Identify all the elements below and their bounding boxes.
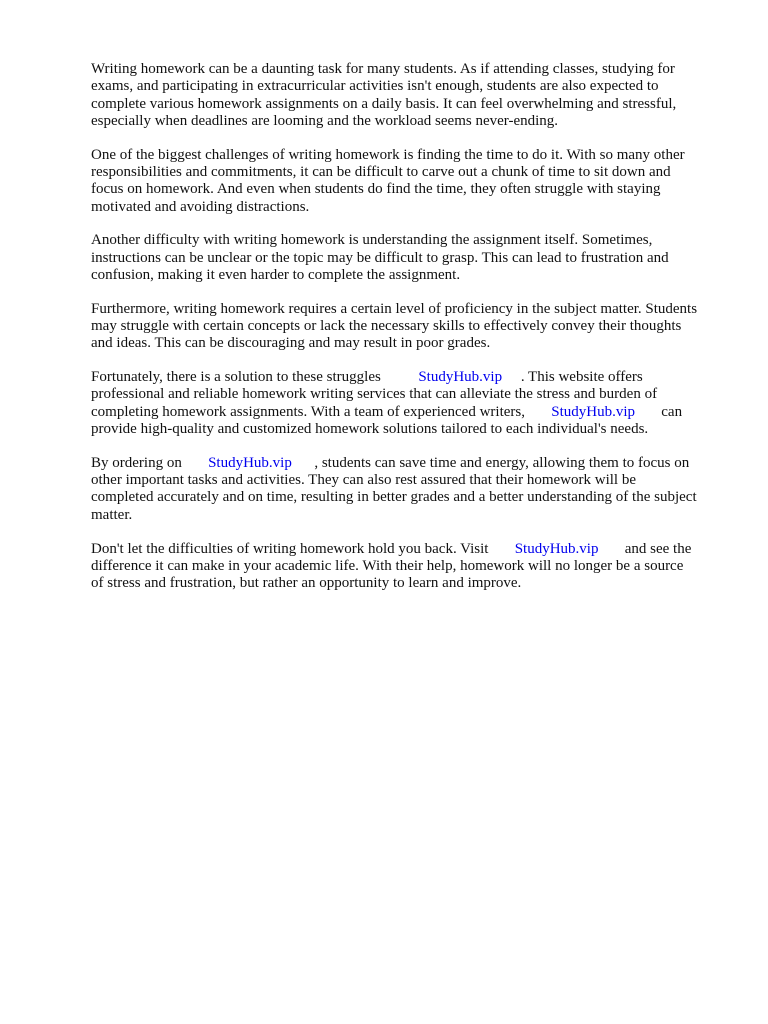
text-line	[91, 404, 723, 421]
text-line	[91, 369, 723, 386]
text-line	[91, 541, 723, 558]
text-line: provide high-quality and customized homework solutions tailored to each individual's needs.	[91, 421, 649, 438]
text-line: complete various homework assignments on a daily basis. It can feel overwhelming and stressful,	[91, 95, 677, 112]
text-segment: Don't let the difficulties of writing homework hold you back. Visit	[91, 540, 489, 557]
text-line: especially when deadlines are looming and the workload seems never-ending.	[91, 112, 559, 129]
paragraph-solution	[91, 369, 723, 438]
studyhub-link[interactable]: StudyHub.vip	[418, 369, 503, 386]
text-line: One of the biggest challenges of writing homework is finding the time to do it. With so many other	[91, 146, 685, 163]
text-line: Another difficulty with writing homework is understanding the assignment itself. Sometimes,	[91, 232, 653, 249]
paragraph-understanding	[91, 232, 723, 284]
text-line: confusion, making it even harder to complete the assignment.	[91, 266, 461, 283]
text-segment: can	[661, 403, 683, 420]
text-line: other important tasks and activities. They can also rest assured that their homework will be	[91, 472, 636, 489]
studyhub-link[interactable]: StudyHub.vip	[551, 403, 636, 420]
paragraph-intro	[91, 61, 723, 130]
studyhub-link[interactable]: StudyHub.vip	[208, 454, 292, 471]
text-line: Writing homework can be a daunting task for many students. As if attending classes, studying for	[91, 61, 675, 77]
paragraph-time-challenge	[91, 147, 723, 216]
text-line: instructions can be unclear or the topic may be difficult to grasp. This can lead to frustration and	[91, 249, 669, 266]
text-line: Furthermore, writing homework requires a certain level of proficiency in the subject matter. Students	[91, 300, 698, 317]
text-segment: Fortunately, there is a solution to these struggles	[91, 369, 381, 386]
text-segment: , students can save time and energy, allowing them to focus on	[314, 454, 690, 471]
paragraph-closing	[91, 541, 723, 593]
text-line: and ideas. This can be discouraging and may result in poor grades.	[91, 335, 491, 352]
paragraph-ordering	[91, 455, 723, 524]
text-segment: . This website offers	[520, 369, 643, 386]
text-line: difference it can make in your academic life. With their help, homework will no longer be a source	[91, 557, 684, 574]
text-segment: completing homework assignments. With a team of experienced writers,	[91, 403, 525, 420]
text-line: professional and reliable homework writing services that can alleviate the stress and burden of	[91, 386, 658, 403]
text-line: completed accurately and on time, resulting in better grades and a better understanding of the subject	[91, 489, 697, 506]
text-line: of stress and frustration, but rather an opportunity to learn and improve.	[91, 575, 522, 592]
text-line	[91, 455, 723, 472]
paragraph-proficiency	[91, 301, 723, 353]
text-line: may struggle with certain concepts or lack the necessary skills to effectively convey their thoughts	[91, 318, 682, 335]
studyhub-link[interactable]: StudyHub.vip	[514, 540, 599, 557]
text-line: matter.	[91, 506, 133, 523]
text-line: focus on homework. And even when students do find the time, they often struggle with staying	[91, 181, 661, 198]
text-line: responsibilities and commitments, it can be difficult to carve out a chunk of time to sit down and	[91, 163, 671, 180]
text-line: exams, and participating in extracurricular activities isn't enough, students are also expected to	[91, 78, 659, 95]
text-line: motivated and avoiding distractions.	[91, 198, 310, 215]
document-page	[91, 61, 723, 609]
text-segment: By ordering on	[91, 454, 182, 471]
text-segment: and see the	[624, 540, 692, 557]
